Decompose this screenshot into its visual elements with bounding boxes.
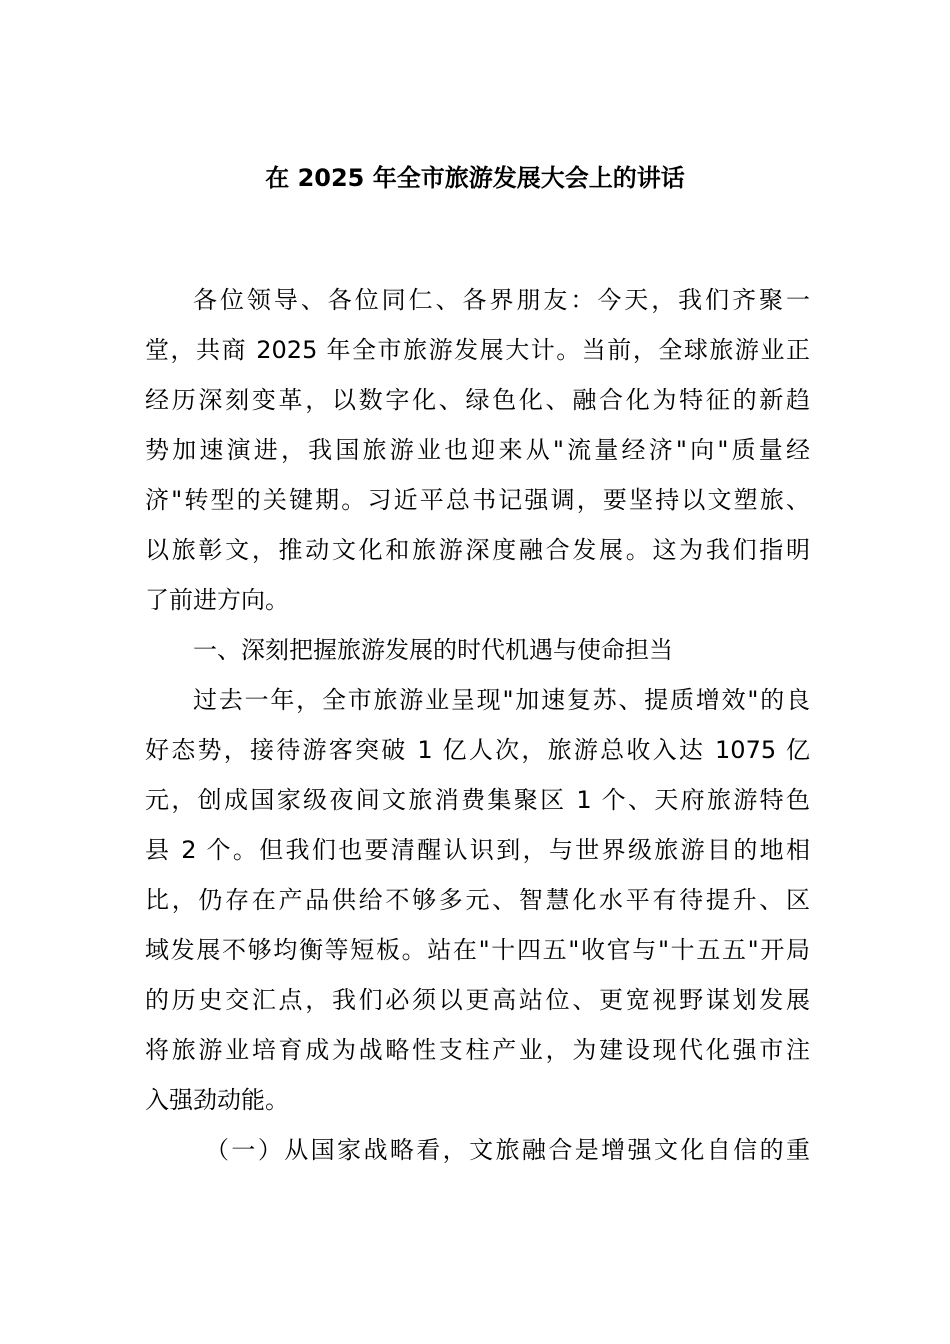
paragraph-line: 入强劲动能。 [145,1086,289,1114]
paragraph-line: 经历深刻变革，以数字化、绿色化、融合化为特征的新趋 [145,386,810,414]
paragraph-line: 比，仍存在产品供给不够多元、智慧化水平有待提升、区 [145,886,810,914]
paragraph-line: 元，创成国家级夜间文旅消费集聚区 1 个、天府旅游特色 [145,786,810,814]
section-heading: 一、深刻把握旅游发展的时代机遇与使命担当 [193,636,673,664]
document-title: 在 2025 年全市旅游发展大会上的讲话 [265,164,685,192]
paragraph-line: 堂，共商 2025 年全市旅游发展大计。当前，全球旅游业正 [145,336,810,364]
paragraph-line: 势加速演进，我国旅游业也迎来从"流量经济"向"质量经 [145,436,810,464]
paragraph-line: 各位领导、各位同仁、各界朋友：今天，我们齐聚一 [193,286,810,314]
paragraph-line: 了前进方向。 [145,586,289,614]
subsection-heading: （一）从国家战略看，文旅融合是增强文化自信的重 [205,1136,810,1164]
paragraph-line: 以旅彰文，推动文化和旅游深度融合发展。这为我们指明 [145,536,810,564]
paragraph-line: 济"转型的关键期。习近平总书记强调，要坚持以文塑旅、 [145,486,810,514]
paragraph-line: 将旅游业培育成为战略性支柱产业，为建设现代化强市注 [145,1036,810,1064]
paragraph-line: 过去一年，全市旅游业呈现"加速复苏、提质增效"的良 [193,686,810,714]
paragraph-line: 县 2 个。但我们也要清醒认识到，与世界级旅游目的地相 [145,836,810,864]
paragraph-line: 好态势，接待游客突破 1 亿人次，旅游总收入达 1075 亿 [145,736,810,764]
paragraph-line: 域发展不够均衡等短板。站在"十四五"收官与"十五五"开局 [145,936,810,964]
paragraph-line: 的历史交汇点，我们必须以更高站位、更宽视野谋划发展 [145,986,810,1014]
